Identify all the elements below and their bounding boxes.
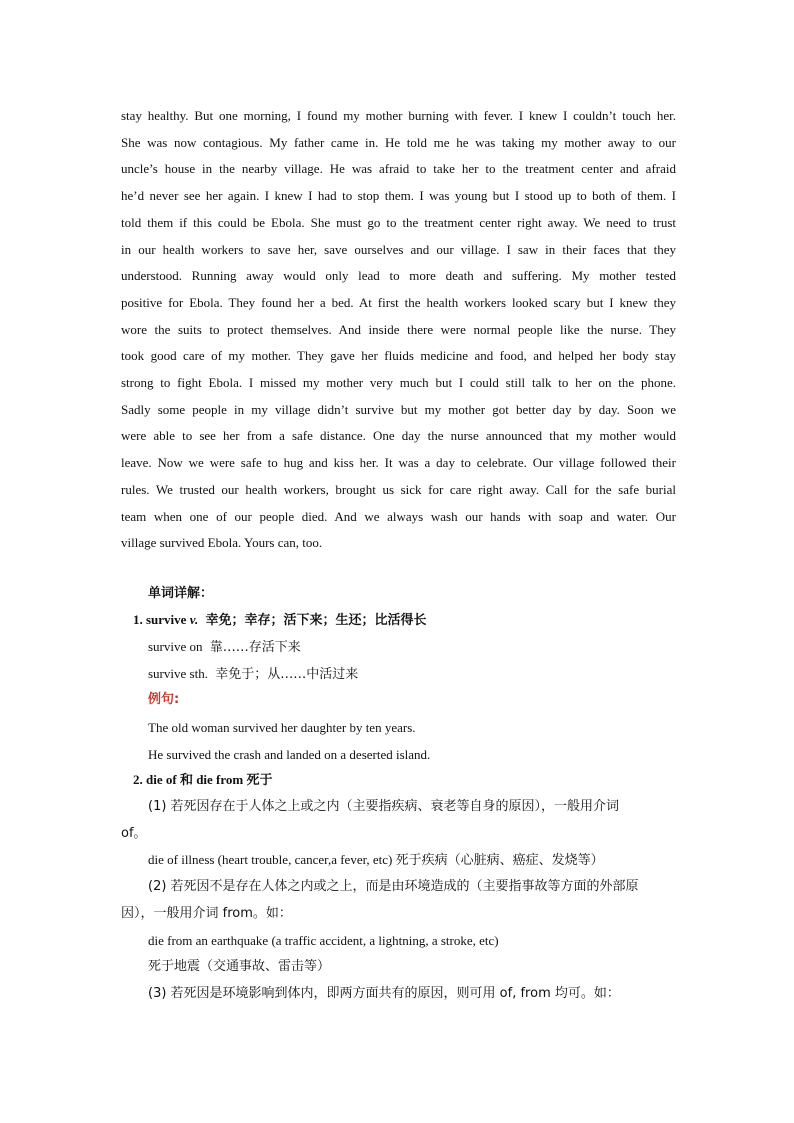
phrase-en: survive sth.	[148, 666, 208, 681]
passage-line: in our health workers to save her, save ourselves and our village. I saw in their faces that they	[121, 241, 676, 257]
vocab-heading: 单词详解：	[148, 586, 214, 601]
passage-line: he’d never see her again. I knew I had to stop them. I was young but I stood up to both of them. I	[121, 188, 676, 204]
headword-meaning: 幸免；幸存；活下来；生还；比活得长	[205, 613, 427, 628]
passage-line: rules. We trusted our health workers, brought us sick for care right away. Call for the safe burial	[121, 481, 676, 497]
rule-1-continued: of。	[121, 826, 147, 841]
passage-line: team when one of our people died. And we always wash our hands with soap and water. Our	[121, 508, 676, 524]
passage-line: She was now contagious. My father came in. He told me he was taking my mother away to our	[121, 134, 676, 150]
phrase-cn: 幸免于；从……中活过来	[215, 667, 359, 682]
rule-2: (2) 若死因不是存在人体之内或之上，而是由环境造成的（主要指事故等方面的外部原	[148, 879, 639, 894]
passage-line-last: village survived Ebola. Yours can, too.	[121, 535, 323, 551]
phrase-cn: 靠……存活下来	[209, 640, 301, 655]
passage-line: wore the suits to protect themselves. And inside there were normal people like the nurse. They	[121, 321, 676, 337]
passage-line: stay healthy. But one morning, I found my mother burning with fever. I knew I couldn’t touch her.	[121, 108, 676, 123]
example-die-from-cn: 死于地震（交通事故、雷击等）	[148, 959, 331, 974]
rule-2-continued: 因），一般用介词 from。如：	[121, 906, 292, 921]
vocab-item-2-title: 2. die of 和 die from 死于	[133, 772, 273, 787]
example-sentence: He survived the crash and landed on a deserted island.	[148, 747, 431, 762]
passage-line: uncle’s house in the nearby village. He was afraid to take her to the treatment center and afraid	[121, 161, 676, 177]
passage-line: took good care of my mother. They gave her fluids medicine and food, and helped her body stay	[121, 348, 676, 364]
rule-1: (1) 若死因存在于人体之上或之内（主要指疾病、衰老等自身的原因），一般用介词	[148, 799, 620, 814]
passage-line: strong to fight Ebola. I missed my mother very much but I could still talk to her on the phone.	[121, 375, 676, 391]
passage-line: understood. Running away would only lead to more death and suffering. My mother tested	[121, 268, 676, 284]
headword: survive	[146, 612, 187, 627]
passage-line: Sadly some people in my village didn’t survive but my mother got better day by day. Soon we	[121, 401, 676, 417]
rule-3: (3) 若死因是环境影响到体内，即两方面共有的原因，则可用 of, from 均可。如：	[148, 986, 620, 1001]
part-of-speech: v.	[189, 612, 199, 627]
example-die-of: die of illness (heart trouble, cancer,a fever, etc) 死于疾病（心脏病、癌症、发烧等）	[148, 852, 604, 867]
phrase-en: survive on	[148, 639, 203, 654]
example-label: 例句:	[148, 692, 180, 707]
passage-line: were able to see her from a safe distance. One day the nurse announced that my mother would	[121, 428, 676, 444]
passage-line: positive for Ebola. They found her a bed. At first the health workers looked scary but I knew they	[121, 294, 676, 310]
passage-paragraph	[121, 103, 676, 557]
passage-line: leave. Now we were safe to hug and kiss her. It was a day to celebrate. Our village followed their	[121, 455, 676, 471]
item-number: 1.	[133, 612, 143, 627]
phrase-survive-sth	[148, 664, 358, 685]
example-die-from-en: die from an earthquake (a traffic accident, a lightning, a stroke, etc)	[148, 933, 499, 948]
passage-line: told them if this could be Ebola. She must go to the treatment center right away. We need to trust	[121, 214, 676, 230]
example-sentence: The old woman survived her daughter by ten years.	[148, 720, 416, 735]
vocab-item-1-title	[133, 610, 427, 631]
phrase-survive-on	[148, 637, 301, 658]
